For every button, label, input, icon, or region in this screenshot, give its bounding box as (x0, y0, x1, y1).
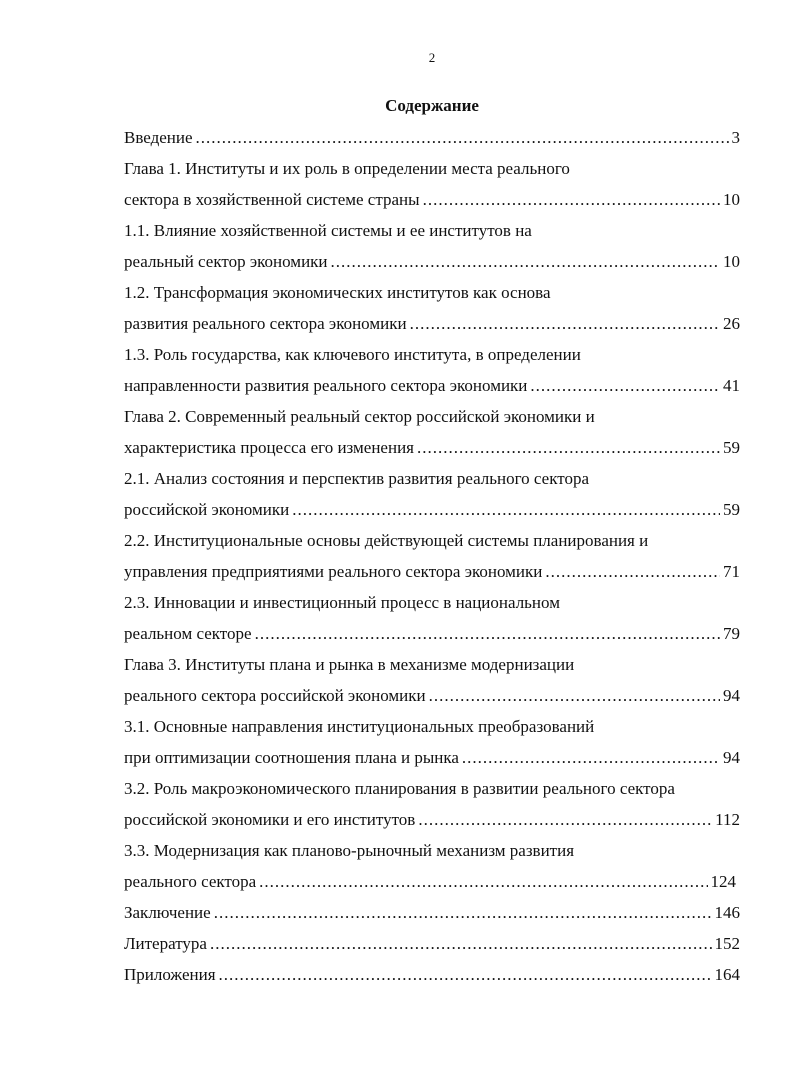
dot-leader (530, 370, 720, 401)
dot-leader (196, 122, 729, 153)
toc-entry-title-line: российской экономики (124, 500, 290, 519)
toc-entry-title-line: 1.3. Роль государства, как ключевого института, в определении (124, 345, 581, 364)
toc-entry-title-line: реальном секторе (124, 624, 252, 643)
toc-entry-title-line: 3.2. Роль макроэкономического планирования в развитии реального сектора (124, 779, 675, 798)
dot-leader (410, 308, 720, 339)
toc-entry-appendices (124, 959, 740, 990)
dot-leader (462, 742, 720, 773)
dot-leader (214, 897, 712, 928)
toc-entry-title-line: Глава 2. Современный реальный сектор российской экономики и (124, 407, 595, 426)
toc-entry-title-line: Глава 3. Институты плана и рынка в механизме модернизации (124, 655, 575, 674)
toc-entry-3-3 (124, 866, 736, 897)
dot-leader (259, 866, 707, 897)
dot-leader (423, 184, 720, 215)
toc-entry-3-2 (124, 804, 740, 835)
toc-entry-title-line: сектора в хозяйственной системе страны (124, 190, 420, 209)
toc-page-number: 3 (731, 128, 740, 147)
toc-page-number: 152 (714, 934, 740, 953)
toc-entry-1-3 (124, 370, 740, 401)
toc-entry-chapter-2 (124, 432, 740, 463)
toc-page-number: 164 (714, 965, 740, 984)
toc-entry-title-line: Глава 1. Институты и их роль в определении места реального (124, 159, 570, 178)
dot-leader (429, 680, 720, 711)
toc-page-number: 94 (723, 748, 740, 767)
toc-page-number: 79 (723, 624, 740, 643)
toc-entry-title-line: управления предприятиями реального сектора экономики (124, 562, 543, 581)
toc-entry-3-1 (124, 742, 740, 773)
page-number: 2 (428, 50, 436, 65)
dot-leader (331, 246, 720, 277)
toc-page-number: 59 (723, 500, 740, 519)
toc-entry-title-line: 3.1. Основные направления институциональных преобразований (124, 717, 595, 736)
toc-entry-title: Заключение (124, 903, 211, 922)
dot-leader (292, 494, 720, 525)
toc-page-number: 10 (723, 252, 740, 271)
toc-entry-title-line: 2.2. Институциональные основы действующей системы планирования и (124, 531, 649, 550)
toc-entry-title-line: 1.1. Влияние хозяйственной системы и ее институтов на (124, 221, 532, 240)
toc-page-number: 71 (723, 562, 740, 581)
toc-page-number: 124 (710, 872, 736, 891)
toc-entry-title-line: 1.2. Трансформация экономических институтов как основа (124, 283, 551, 302)
toc-entry-title-line: реального сектора (124, 872, 257, 891)
toc-entry-2-1 (124, 494, 740, 525)
toc-entry-conclusion (124, 897, 740, 928)
dot-leader (417, 432, 720, 463)
toc-page-number: 59 (723, 438, 740, 457)
toc-entry-title-line: реального сектора российской экономики (124, 686, 426, 705)
toc-entry-title-line: характеристика процесса его изменения (124, 438, 414, 457)
toc-entry-title: Приложения (124, 965, 216, 984)
toc-page-number: 10 (723, 190, 740, 209)
toc-entry-title: Литература (124, 934, 207, 953)
toc-entry-title-line: при оптимизации соотношения плана и рынка (124, 748, 459, 767)
toc-entry-title-line: направленности развития реального сектора экономики (124, 376, 528, 395)
toc-entry-1-1 (124, 246, 740, 277)
dot-leader (255, 618, 720, 649)
toc-entry-title-line: российской экономики и его институтов (124, 810, 416, 829)
toc-page-number: 146 (714, 903, 740, 922)
toc-page-number: 94 (723, 686, 740, 705)
dot-leader (219, 959, 712, 990)
toc-entry-2-2 (124, 556, 740, 587)
toc-entry-chapter-1 (124, 184, 740, 215)
toc-entry-introduction (124, 122, 740, 153)
toc-entry-references (124, 928, 740, 959)
toc-entry-title-line: реальный сектор экономики (124, 252, 328, 271)
toc-entry-title: Введение (124, 128, 193, 147)
dot-leader (545, 556, 720, 587)
toc-entry-title-line: развития реального сектора экономики (124, 314, 407, 333)
toc-page-number: 112 (715, 810, 740, 829)
toc-entry-chapter-3 (124, 680, 740, 711)
toc-entry-title-line: 2.3. Инновации и инвестиционный процесс в национальном (124, 593, 560, 612)
toc-page-number: 26 (723, 314, 740, 333)
toc-entry-2-3 (124, 618, 740, 649)
dot-leader (418, 804, 712, 835)
toc-page-number: 41 (723, 376, 740, 395)
toc-entry-title-line: 2.1. Анализ состояния и перспектив развития реального сектора (124, 469, 590, 488)
table-of-contents (124, 122, 740, 990)
toc-entry-title-line: 3.3. Модернизация как планово-рыночный механизм развития (124, 841, 575, 860)
toc-entry-1-2 (124, 308, 740, 339)
page-title: Содержание (385, 96, 479, 115)
dot-leader (210, 928, 712, 959)
